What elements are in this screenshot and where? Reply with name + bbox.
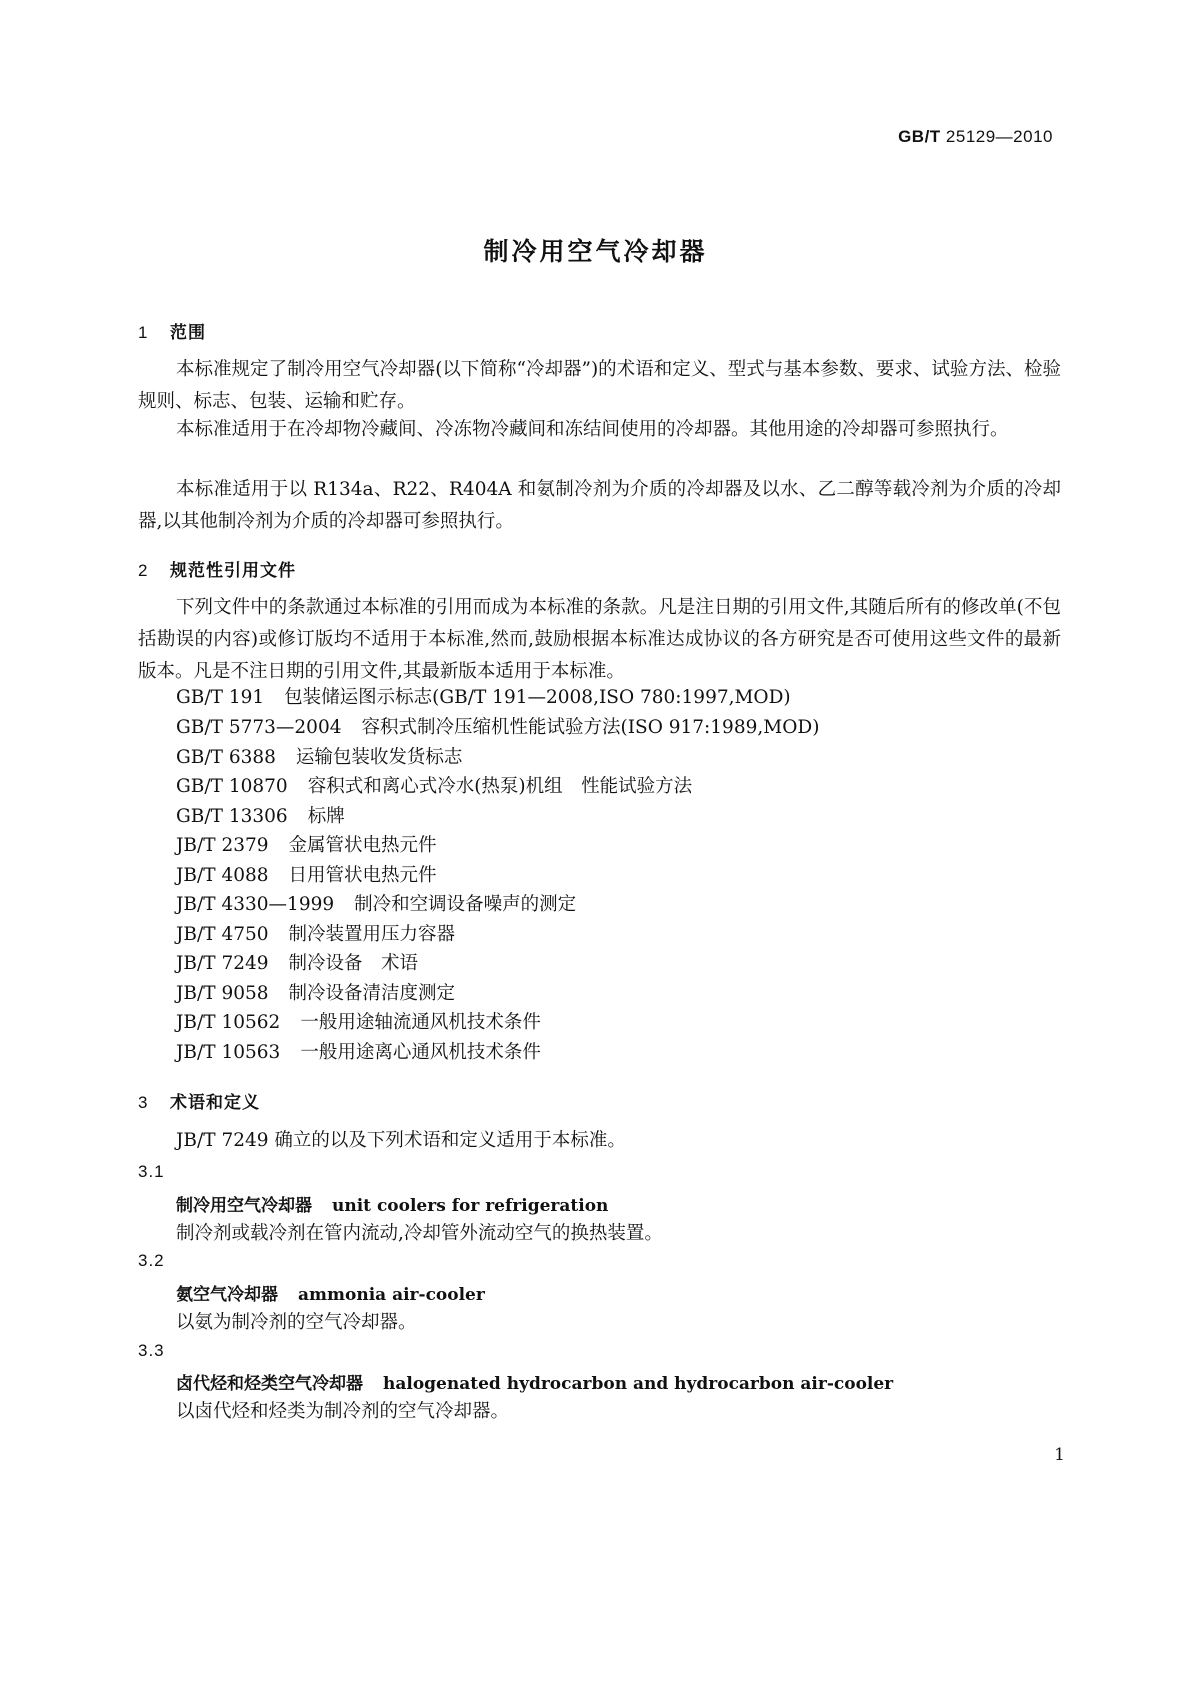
section-number: 1	[138, 323, 149, 342]
ref-title: 容积式和离心式冷水(热泵)机组 性能试验方法	[307, 776, 693, 797]
term-entry	[176, 1191, 608, 1216]
scope-paragraph: 本标准适用于在冷却物冷藏间、冷冻物冷藏间和冻结间使用的冷却器。其他用途的冷却器可参照执行。	[176, 419, 1009, 440]
ref-title: 制冷装置用压力容器	[288, 924, 456, 945]
section-number: 2	[138, 561, 149, 580]
ref-item	[176, 830, 437, 862]
ref-title: 容积式制冷压缩机性能试验方法(ISO 917:1989,MOD)	[361, 717, 820, 738]
ref-code: JB/T 9058	[176, 983, 269, 1004]
ref-title: 日用管状电热元件	[288, 865, 437, 886]
page-number: 1	[1054, 1445, 1065, 1465]
ref-code: JB/T 4330—1999	[176, 894, 335, 915]
term-en: ammonia air-cooler	[298, 1285, 485, 1305]
ref-code: JB/T 4750	[176, 924, 269, 945]
section-heading-scope	[138, 318, 206, 343]
standard-code	[898, 127, 1053, 147]
ref-item	[176, 712, 819, 744]
ref-item	[176, 801, 345, 833]
ref-code: JB/T 10562	[176, 1012, 281, 1033]
section-heading-terms	[138, 1088, 260, 1113]
ref-code: GB/T 191	[176, 687, 265, 708]
ref-item	[176, 889, 576, 921]
ref-item	[176, 948, 418, 980]
ref-code: JB/T 2379	[176, 835, 269, 856]
term-zh: 卤代烃和烃类空气冷却器	[176, 1374, 363, 1394]
document-title: 制冷用空气冷却器	[483, 237, 708, 266]
ref-item	[176, 771, 692, 803]
term-entry	[176, 1369, 893, 1394]
section-number: 3	[138, 1093, 149, 1112]
section-title: 规范性引用文件	[170, 561, 296, 581]
term-definition: 以卤代烃和烃类为制冷剂的空气冷却器。	[176, 1401, 510, 1422]
term-definition: 以氨为制冷剂的空气冷却器。	[176, 1312, 417, 1333]
term-number: 3.2	[138, 1251, 165, 1270]
section-title: 范围	[170, 323, 206, 343]
ref-title: 制冷和空调设备噪声的测定	[354, 894, 577, 915]
ref-item	[176, 860, 437, 892]
ref-code: GB/T 5773—2004	[176, 717, 342, 738]
ref-title: 金属管状电热元件	[288, 835, 437, 856]
ref-title: 制冷设备 术语	[288, 953, 419, 974]
ref-item	[176, 1007, 541, 1039]
ref-title: 标牌	[307, 806, 345, 827]
term-number: 3.1	[138, 1162, 165, 1181]
ref-code: JB/T 4088	[176, 865, 269, 886]
standard-number: 25129—2010	[945, 127, 1053, 146]
scope-paragraph: 本标准规定了制冷用空气冷却器(以下简称“冷却器”)的术语和定义、型式与基本参数、要求、试验方法、检验规则、标志、包装、运输和贮存。	[138, 359, 1061, 412]
ref-code: JB/T 7249	[176, 953, 269, 974]
refs-intro-paragraph: 下列文件中的条款通过本标准的引用而成为本标准的条款。凡是注日期的引用文件,其随后所有的修改单(不包括勘误的内容)或修订版均不适用于本标准,然而,鼓励根据本标准达成协议的各方研究是否可使用这些文件的最新版本。凡是不注日期的引用文件,其最新版本适用于本标准。	[138, 597, 1061, 682]
term-number: 3.3	[138, 1341, 165, 1360]
ref-item	[176, 1037, 541, 1069]
term-definition: 制冷剂或载冷剂在管内流动,冷却管外流动空气的换热装置。	[176, 1223, 663, 1244]
ref-code: GB/T 6388	[176, 747, 276, 768]
ref-title: 包装储运图示标志(GB/T 191—2008,ISO 780:1997,MOD)	[284, 687, 791, 708]
standard-prefix: GB/T	[898, 127, 941, 146]
ref-title: 一般用途轴流通风机技术条件	[300, 1012, 541, 1033]
ref-title: 运输包装收发货标志	[295, 747, 463, 768]
section-title: 术语和定义	[170, 1093, 260, 1113]
section-heading-normative-refs	[138, 556, 296, 581]
term-zh: 制冷用空气冷却器	[176, 1196, 312, 1216]
ref-title: 一般用途离心通风机技术条件	[300, 1042, 541, 1063]
ref-item	[176, 682, 791, 714]
ref-code: GB/T 13306	[176, 806, 288, 827]
term-entry	[176, 1280, 485, 1305]
ref-title: 制冷设备清洁度测定	[288, 983, 456, 1004]
ref-code: GB/T 10870	[176, 776, 288, 797]
terms-intro: JB/T 7249 确立的以及下列术语和定义适用于本标准。	[176, 1130, 626, 1151]
ref-code: JB/T 10563	[176, 1042, 281, 1063]
ref-item	[176, 919, 455, 951]
term-zh: 氨空气冷却器	[176, 1285, 278, 1305]
term-en: unit coolers for refrigeration	[332, 1196, 609, 1216]
ref-item	[176, 978, 455, 1010]
term-en: halogenated hydrocarbon and hydrocarbon air-cooler	[383, 1374, 894, 1394]
scope-paragraph: 本标准适用于以 R134a、R22、R404A 和氨制冷剂为介质的冷却器及以水、乙二醇等载冷剂为介质的冷却器,以其他制冷剂为介质的冷却器可参照执行。	[138, 479, 1061, 532]
ref-item	[176, 742, 462, 774]
